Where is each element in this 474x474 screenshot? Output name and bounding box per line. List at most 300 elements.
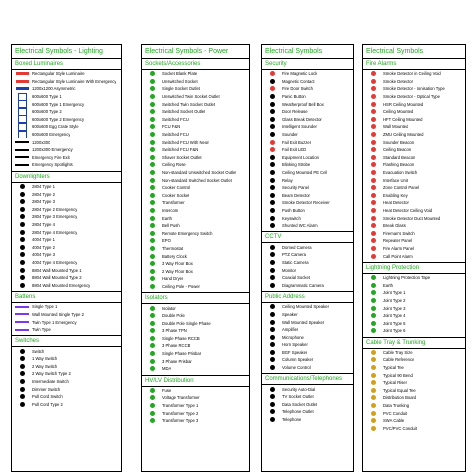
- symbol-dot-icon: [142, 146, 162, 154]
- legend-item-label: Joint Type 5: [383, 320, 406, 326]
- legend-item: [142, 365, 249, 373]
- legend-item: [363, 319, 465, 327]
- legend-item: [262, 393, 353, 401]
- legend-item-label: 1200x1200 Asymmetric: [32, 86, 76, 92]
- legend-item-label: SWA Cable: [383, 418, 405, 424]
- legend-item: [262, 364, 353, 372]
- legend-item-label: PVC/PVC Conduit: [383, 425, 417, 431]
- legend-item-label: Distribution Board: [383, 395, 417, 401]
- legend-item: [12, 161, 121, 169]
- legend-item: [363, 199, 465, 207]
- legend-item-label: 4004 Type 4 Emergency: [32, 259, 78, 265]
- legend-item-label: Rectangular Style Luminaire With Emergency: [32, 78, 117, 84]
- legend-item-label: Thermostat: [162, 245, 184, 251]
- legend-item-label: Ceiling Mounted Speaker: [282, 304, 330, 310]
- legend-item: [363, 304, 465, 312]
- symbol-dot-icon: [262, 274, 282, 282]
- symbol-dot-icon: [12, 221, 32, 229]
- legend-item: [262, 70, 353, 78]
- legend-item-label: Fire Magnetic Lock: [282, 71, 318, 77]
- symbol-dot-icon: [142, 319, 162, 327]
- legend-item-label: Dimmer Switch: [32, 386, 61, 392]
- legend-item-label: 2 Way Switch: [32, 363, 58, 369]
- symbol-dot-icon: [262, 281, 282, 289]
- legend-item-label: Smoke Detector - Optical Type: [383, 94, 440, 100]
- legend-item: [262, 281, 353, 289]
- batten-bar-icon: [12, 318, 32, 326]
- legend-item: [262, 259, 353, 267]
- legend-item-label: Domed Camera: [282, 244, 312, 250]
- legend-item-label: Standard Beacon: [383, 154, 416, 160]
- batten-bar-icon: [12, 326, 32, 334]
- legend-item-label: Fuse: [162, 387, 172, 393]
- legend-item: [363, 176, 465, 184]
- legend-item-label: Enabling Key: [383, 192, 408, 198]
- legend-item-label: Typical Tee: [383, 365, 404, 371]
- symbol-dot-icon: [363, 108, 383, 116]
- section-title: Security: [262, 59, 353, 70]
- legend-item-label: Data Socket Outlet: [282, 401, 318, 407]
- legend-item: [262, 123, 353, 131]
- legend-item: [363, 379, 465, 387]
- legend-item-label: Fire Door Switch: [282, 86, 313, 92]
- symbol-dot-icon: [262, 154, 282, 162]
- legend-item-label: 3 Phase RCCB: [162, 343, 191, 349]
- legend-item: [262, 100, 353, 108]
- legend-item: [12, 266, 121, 274]
- legend-item: [12, 206, 121, 214]
- symbol-dot-icon: [12, 198, 32, 206]
- symbol-dot-icon: [12, 347, 32, 355]
- symbol-dot-icon: [262, 356, 282, 364]
- legend-item: [142, 192, 249, 200]
- section-title: Isolators: [142, 292, 249, 304]
- legend-item-label: HFT Ceiling Mounted: [383, 116, 423, 122]
- symbol-dot-icon: [363, 349, 383, 357]
- legend-item-label: 2804 Type 2: [32, 191, 55, 197]
- legend-item: [12, 221, 121, 229]
- symbol-dot-icon: [262, 416, 282, 424]
- legend-item: [363, 161, 465, 169]
- symbol-dot-icon: [262, 408, 282, 416]
- batten-bar-icon: [12, 154, 32, 162]
- luminaire-bar-icon: [12, 70, 32, 78]
- legend-item: [142, 123, 249, 131]
- symbol-dot-icon: [142, 154, 162, 162]
- symbol-dot-icon: [142, 100, 162, 108]
- legend-item: [142, 342, 249, 350]
- symbol-dot-icon: [262, 222, 282, 230]
- symbol-dot-icon: [142, 252, 162, 260]
- legend-item: [12, 183, 121, 191]
- legend-item-label: Non-standard Switched Socket Outlet: [162, 177, 232, 183]
- legend-item: [12, 378, 121, 386]
- legend-item: [363, 312, 465, 320]
- symbol-dot-icon: [262, 192, 282, 200]
- symbol-dot-icon: [262, 100, 282, 108]
- legend-item: [12, 138, 121, 146]
- legend-column: [261, 44, 354, 472]
- symbol-dot-icon: [12, 370, 32, 378]
- legend-item: [262, 326, 353, 334]
- legend-item-label: Fireman's Switch: [383, 230, 415, 236]
- legend-item: [142, 327, 249, 335]
- legend-item: [363, 364, 465, 372]
- symbol-dot-icon: [142, 402, 162, 410]
- legend-item-label: Wall Mounted: [383, 124, 409, 130]
- symbol-dot-icon: [142, 312, 162, 320]
- luminaire-bar-icon: [12, 85, 32, 93]
- legend-item-label: Switched Socket Outlet: [162, 109, 206, 115]
- legend-item-label: Earth: [383, 282, 394, 288]
- legend-item-label: Smoke Detector Receiver: [282, 200, 330, 206]
- legend-item: [12, 198, 121, 206]
- legend-item: [262, 154, 353, 162]
- column-title: Electrical Symbols - Lighting: [12, 45, 121, 59]
- symbol-dot-icon: [262, 401, 282, 409]
- legend-item-label: Socket Blank Plate: [162, 71, 198, 77]
- symbol-dot-icon: [12, 259, 32, 267]
- legend-item-label: Intelligent Sounder: [282, 124, 317, 130]
- symbol-dot-icon: [142, 357, 162, 365]
- legend-item-label: Heat Detector Ceiling Void: [383, 207, 433, 213]
- section-title: Cable Tray & Trunking: [363, 337, 465, 349]
- symbol-dot-icon: [142, 199, 162, 207]
- legend-item: [363, 93, 465, 101]
- legend-item-label: 1 Way Switch: [32, 356, 58, 362]
- symbol-dot-icon: [142, 116, 162, 124]
- symbol-dot-icon: [12, 363, 32, 371]
- symbol-dot-icon: [262, 207, 282, 215]
- legend-column: [11, 44, 122, 472]
- legend-item: [262, 93, 353, 101]
- symbol-dot-icon: [262, 70, 282, 78]
- legend-item: [363, 214, 465, 222]
- section-title: CCTV: [262, 231, 353, 243]
- legend-item-label: Column Speaker: [282, 357, 314, 363]
- legend-item: [142, 319, 249, 327]
- legend-item-label: 4004 Type 3: [32, 252, 55, 258]
- legend-item: [363, 274, 465, 282]
- symbol-dot-icon: [363, 199, 383, 207]
- symbol-dot-icon: [262, 318, 282, 326]
- legend-item-label: Ceiling Rose: [162, 162, 186, 168]
- legend-item-label: TV Socket Outlet: [282, 394, 314, 400]
- legend-item: [142, 199, 249, 207]
- luminaire-square-icon: [12, 123, 32, 131]
- legend-item: [12, 146, 121, 154]
- symbol-dot-icon: [12, 236, 32, 244]
- legend-item: [142, 252, 249, 260]
- symbol-dot-icon: [363, 364, 383, 372]
- legend-item: [142, 350, 249, 358]
- symbol-dot-icon: [142, 169, 162, 177]
- legend-item-label: Fire Alarm Panel: [383, 245, 414, 251]
- legend-item: [363, 394, 465, 402]
- legend-item: [363, 100, 465, 108]
- symbol-dot-icon: [262, 131, 282, 139]
- legend-item: [363, 229, 465, 237]
- section-title: Lightning Protection: [363, 262, 465, 274]
- legend-item: [363, 417, 465, 425]
- legend-item: [142, 417, 249, 425]
- luminaire-square-icon: [12, 131, 32, 139]
- legend-item-label: 4004 Type 2: [32, 244, 55, 250]
- symbol-dot-icon: [142, 229, 162, 237]
- legend-item: [363, 289, 465, 297]
- symbol-dot-icon: [142, 409, 162, 417]
- legend-item: [142, 229, 249, 237]
- legend-item-label: Smoke Detector - Ionisation Type: [383, 86, 445, 92]
- symbol-dot-icon: [142, 93, 162, 101]
- legend-item: [142, 312, 249, 320]
- legend-item: [262, 356, 353, 364]
- legend-item-label: 600x600 Type 1: [32, 94, 62, 100]
- symbol-dot-icon: [142, 78, 162, 86]
- legend-item: [262, 169, 353, 177]
- symbol-dot-icon: [262, 78, 282, 86]
- legend-item-label: 2804 Type 3: [32, 199, 55, 205]
- legend-item-label: 2 Way Floor Box: [162, 268, 193, 274]
- symbol-dot-icon: [363, 93, 383, 101]
- legend-item-label: Joint Type 6: [383, 328, 406, 334]
- legend-item-label: 600x600 Egg Crate Style: [32, 124, 79, 130]
- legend-item-label: Switch: [32, 348, 45, 354]
- legend-item-label: Joint Type 2: [383, 297, 406, 303]
- legend-item: [363, 192, 465, 200]
- legend-item: [12, 116, 121, 124]
- legend-item: [12, 236, 121, 244]
- legend-item: [363, 184, 465, 192]
- legend-item-label: Break Glass: [383, 223, 406, 229]
- symbol-dot-icon: [142, 237, 162, 245]
- legend-item-label: Switched FCU: [162, 132, 189, 138]
- symbol-dot-icon: [142, 387, 162, 395]
- legend-item: [262, 341, 353, 349]
- legend-item-label: Sounder: [282, 132, 298, 138]
- legend-item-label: Data Trunking: [383, 403, 410, 409]
- legend-item: [142, 161, 249, 169]
- legend-item: [363, 356, 465, 364]
- legend-item-label: Switched FCU With Neon: [162, 139, 210, 145]
- symbol-dot-icon: [363, 327, 383, 335]
- legend-item-label: 3 Way Floor Box: [162, 261, 193, 267]
- symbol-dot-icon: [142, 161, 162, 169]
- legend-item-label: Single Type 1: [32, 304, 58, 310]
- legend-item: [12, 385, 121, 393]
- legend-item: [12, 251, 121, 259]
- legend-item-label: Telephone Outlet: [282, 409, 314, 415]
- legend-item-label: Intercom: [162, 207, 179, 213]
- symbol-dot-icon: [363, 184, 383, 192]
- legend-item-label: 2804 Type 2 Emergency: [32, 206, 78, 212]
- legend-item-label: 8804 Wall Mounted Type 1: [32, 267, 82, 273]
- legend-item-label: Cable Tray Size: [383, 349, 413, 355]
- legend-item: [142, 394, 249, 402]
- legend-item-label: Shunted WC Alarm: [282, 223, 318, 229]
- luminaire-square-icon: [12, 100, 32, 108]
- legend-item: [12, 259, 121, 267]
- legend-item-label: 600x600 Emergency: [32, 132, 71, 138]
- legend-item: [12, 274, 121, 282]
- legend-item: [142, 409, 249, 417]
- legend-item-label: Transformer Type 1: [162, 403, 199, 409]
- legend-item: [262, 333, 353, 341]
- legend-item: [12, 228, 121, 236]
- symbol-dot-icon: [363, 207, 383, 215]
- legend-item: [262, 266, 353, 274]
- legend-column: [141, 44, 250, 472]
- legend-item: [262, 408, 353, 416]
- legend-item: [142, 267, 249, 275]
- legend-item-label: Twin Type 1 Emergency: [32, 319, 77, 325]
- legend-item-label: Glass Break Detector: [282, 116, 322, 122]
- legend-item: [262, 116, 353, 124]
- legend-item-label: 3 Phase TPN: [162, 328, 187, 334]
- legend-item: [262, 199, 353, 207]
- batten-bar-icon: [12, 138, 32, 146]
- symbol-dot-icon: [363, 70, 383, 78]
- legend-item: [12, 108, 121, 116]
- symbol-dot-icon: [262, 333, 282, 341]
- legend-item-label: Transformer Type 3: [162, 418, 199, 424]
- symbol-dot-icon: [12, 243, 32, 251]
- symbol-dot-icon: [363, 154, 383, 162]
- symbol-dot-icon: [363, 417, 383, 425]
- legend-item: [262, 349, 353, 357]
- legend-item: [12, 303, 121, 311]
- symbol-dot-icon: [363, 78, 383, 86]
- legend-column: [362, 44, 466, 472]
- section-title: Battens: [12, 291, 121, 303]
- symbol-dot-icon: [142, 222, 162, 230]
- legend-item-label: Twin Type: [32, 327, 51, 333]
- symbol-dot-icon: [142, 350, 162, 358]
- section-title: Downlighters: [12, 171, 121, 183]
- legend-item-label: 2804 Type 4 Emergency: [32, 229, 78, 235]
- legend-item: [142, 402, 249, 410]
- legend-item: [142, 154, 249, 162]
- legend-item-label: EPO: [162, 238, 171, 244]
- symbol-dot-icon: [363, 312, 383, 320]
- symbol-dot-icon: [363, 222, 383, 230]
- legend-item: [363, 349, 465, 357]
- legend-item-label: Zone Control Panel: [383, 185, 420, 191]
- symbol-dot-icon: [142, 327, 162, 335]
- legend-item-label: Security Panel: [282, 185, 309, 191]
- symbol-dot-icon: [262, 326, 282, 334]
- legend-item-label: Horn Speaker: [282, 342, 308, 348]
- legend-item-label: Lightning Protection Tape: [383, 275, 431, 281]
- legend-item-label: Cooker Control: [162, 185, 191, 191]
- symbol-dot-icon: [12, 393, 32, 401]
- legend-item-label: Smoke Detector Duct Mounted: [383, 215, 441, 221]
- legend-item-label: 4004 Type 1: [32, 237, 55, 243]
- symbol-dot-icon: [262, 385, 282, 393]
- luminaire-square-icon: [12, 108, 32, 116]
- symbol-dot-icon: [363, 409, 383, 417]
- symbol-dot-icon: [363, 274, 383, 282]
- legend-item: [262, 222, 353, 230]
- symbol-dot-icon: [142, 417, 162, 425]
- legend-item-label: Bell Push: [162, 223, 180, 229]
- legend-item-label: FCU F&N: [162, 124, 181, 130]
- symbol-dot-icon: [363, 131, 383, 139]
- symbol-dot-icon: [12, 378, 32, 386]
- legend-item: [262, 207, 353, 215]
- legend-item-label: Volume Control: [282, 365, 311, 371]
- legend-item-label: BGF Speaker: [282, 349, 308, 355]
- legend-item: [262, 385, 353, 393]
- symbol-dot-icon: [142, 108, 162, 116]
- symbol-dot-icon: [363, 100, 383, 108]
- symbol-dot-icon: [12, 355, 32, 363]
- luminaire-square-icon: [12, 93, 32, 101]
- legend-item: [142, 237, 249, 245]
- symbol-dot-icon: [12, 213, 32, 221]
- legend-item-label: Wall Mounted Single Type 2: [32, 311, 84, 317]
- symbol-dot-icon: [12, 385, 32, 393]
- legend-item: [142, 146, 249, 154]
- symbol-dot-icon: [12, 190, 32, 198]
- legend-item: [142, 131, 249, 139]
- legend-item-label: Speaker: [282, 311, 298, 317]
- batten-bar-icon: [12, 146, 32, 154]
- legend-item-label: Typical Riser: [383, 380, 407, 386]
- legend-item-label: Fail Exit LED: [282, 147, 307, 153]
- legend-item: [363, 85, 465, 93]
- legend-item: [363, 146, 465, 154]
- legend-item-label: Fail Exit Buzzer: [282, 139, 312, 145]
- legend-item: [363, 78, 465, 86]
- symbol-dot-icon: [363, 161, 383, 169]
- symbol-dot-icon: [363, 402, 383, 410]
- legend-item-label: Weatherproof Bell Box: [282, 101, 324, 107]
- legend-item: [12, 123, 121, 131]
- legend-item: [363, 207, 465, 215]
- legend-item-label: Switched FCU F&N: [162, 147, 199, 153]
- legend-item-label: Battery Clock: [162, 253, 187, 259]
- legend-item-label: Microphone: [282, 334, 304, 340]
- legend-item-label: Telephone: [282, 417, 302, 423]
- symbol-dot-icon: [363, 252, 383, 260]
- legend-item: [142, 169, 249, 177]
- legend-item-label: Push Button: [282, 207, 305, 213]
- legend-item: [363, 281, 465, 289]
- legend-item: [12, 326, 121, 334]
- legend-item-label: Smoke Detector: [383, 78, 414, 84]
- legend-item-label: 600x600 Type 2: [32, 109, 62, 115]
- legend-item-label: Single Socket Outlet: [162, 86, 200, 92]
- legend-item-label: Ceiling Pole - Power: [162, 283, 200, 289]
- legend-item: [142, 283, 249, 291]
- symbol-dot-icon: [363, 387, 383, 395]
- symbol-dot-icon: [262, 311, 282, 319]
- legend-item: [142, 176, 249, 184]
- symbol-dot-icon: [363, 371, 383, 379]
- legend-item: [363, 70, 465, 78]
- symbol-dot-icon: [363, 176, 383, 184]
- legend-item-label: PVC Conduit: [383, 410, 408, 416]
- symbol-dot-icon: [142, 260, 162, 268]
- symbol-dot-icon: [262, 349, 282, 357]
- legend-item-label: Security Auto-Dial: [282, 386, 316, 392]
- symbol-dot-icon: [363, 237, 383, 245]
- legend-item-label: Ceiling Mounted: [383, 109, 414, 115]
- legend-item-label: Joint Type 1: [383, 290, 406, 296]
- legend-item-label: Keyswitch: [282, 215, 301, 221]
- legend-item-label: Coaxial Socket: [282, 275, 310, 281]
